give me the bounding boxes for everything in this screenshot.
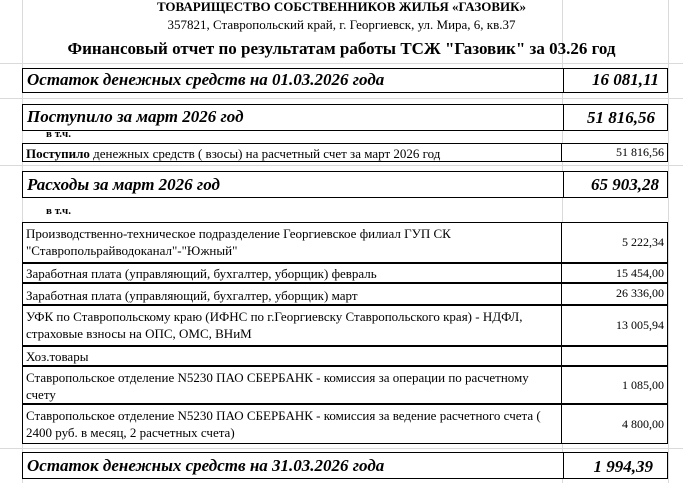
expense-item-desc: Ставропольское отделение N5230 ПАО СБЕРБАНК - комиссия за ведение расчетного счета ( 2400 руб. в месяц, 2 расчетных счета) [26,408,541,440]
gridline [0,165,683,166]
report-title: Финансовый отчет по результатам работы ТСЖ "Газовик" за 03.26 год [67,39,616,58]
gridline [668,0,669,483]
expense-item-amount: 26 336,00 [561,284,667,304]
expense-item-row [22,404,668,444]
org-address: 357821, Ставропольский край, г. Георгиевск, ул. Мира, 6, кв.37 [167,17,516,32]
expenses-total-row [22,171,668,198]
closing-balance-row [22,452,668,479]
expense-item-desc: Заработная плата (управляющий, бухгалтер, уборщик) февраль [26,266,377,281]
expense-item-row [22,283,668,305]
expenses-including-label: в т.ч. [46,205,71,217]
cell-divider [563,69,564,92]
expense-item-row [22,346,668,366]
opening-balance-row [22,68,668,93]
expenses-amount: 65 903,28 [591,175,659,194]
income-total-row [22,104,668,131]
income-amount: 51 816,56 [587,108,655,127]
expense-item-desc: Производственно-техническое подразделение Георгиевское филиал ГУП СК "Ставропольрайводоканал"-"Южный" [26,226,451,258]
income-item-text: денежных средств ( взосы) на расчетный счет за март 2026 год [89,146,441,161]
expense-item-amount: 4 800,00 [561,405,667,443]
expense-item-amount: 15 454,00 [561,264,667,282]
income-item-bold: Поступило [26,146,90,161]
expenses-label: Расходы за март 2026 год [27,175,220,194]
opening-balance-label: Остаток денежных средств на 01.03.2026 года [27,70,385,89]
expense-item-amount: 13 005,94 [561,306,667,345]
closing-balance-label: Остаток денежных средств на 31.03.2026 года [27,456,385,475]
expense-item-row [22,305,668,346]
cell-divider [563,172,564,197]
expense-item-desc: Заработная плата (управляющий, бухгалтер, уборщик) март [26,288,358,303]
org-name: ТОВАРИЩЕСТВО СОБСТВЕННИКОВ ЖИЛЬЯ «ГАЗОВИК» [156,0,527,14]
expense-item-amount [561,347,667,365]
cell-divider [563,453,564,478]
expense-item-amount: 5 222,34 [561,223,667,262]
income-item-desc [23,144,563,161]
expense-item-row [22,263,668,283]
gridline [0,63,683,64]
expense-item-desc: УФК по Ставропольскому краю (ИФНС по г.Георгиевску Ставропольского края) - НДФЛ, страховые взносы на ОПС, ОМС, ВНиМ [26,309,523,341]
gridline [0,448,683,449]
expense-item-desc: Ставропольское отделение N5230 ПАО СБЕРБАНК - комиссия за операции по расчетному счету [26,370,529,402]
income-including-label: в т.ч. [46,128,71,140]
expense-item-row [22,222,668,263]
income-label: Поступило за март 2026 год [27,107,244,126]
cell-divider [563,105,564,130]
expense-item-amount: 1 085,00 [561,367,667,403]
expense-item-desc: Хоз.товары [26,349,89,364]
opening-balance-amount: 16 081,11 [591,70,659,89]
income-item-amount: 51 816,56 [561,144,667,161]
income-item-row [22,143,668,162]
gridline [0,98,683,99]
expense-item-row [22,366,668,404]
closing-balance-amount: 1 994,39 [593,457,653,476]
